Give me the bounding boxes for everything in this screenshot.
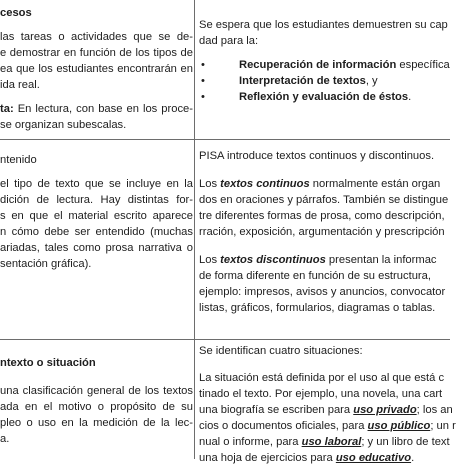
row1-intro: dad para la: [199,35,259,47]
row3-left-cell [0,355,193,447]
row3-line: una hoja de ejercicios para uso educativo. [199,452,415,464]
row3-line: una biografía se escriben para uso privado; los an [199,404,453,416]
row1-note-line2: se organizan subescalas. [0,119,127,131]
row2-p2-line: de forma diferente en función de su estructura, [199,270,431,282]
bullet-dot: • [201,75,205,87]
row1-left-cell [0,5,193,133]
row2-p1-line: Los textos continuos normalmente están organ [199,178,441,190]
row2-left-line: s en que el material escrito aparece [0,210,193,222]
row1-note: ta: En lectura, con base en los proce- [0,103,193,115]
row1-left-line: e demostrar en función de los tipos de [0,47,193,59]
row3-left-line: a. [0,433,10,445]
row1-heading: cesos [0,7,32,19]
bullet-item: • Interpretación de textos, y [201,75,378,87]
row2-p1-line: rración, exposición, argumentación y prescripción [199,226,445,238]
row2-right-cell [199,148,450,316]
row2-left-line: ariadas, tales como prosa narrativa o [0,242,193,254]
row3-intro: Se identifican cuatro situaciones: [199,345,363,357]
row2-p2-line: ejemplo: impresos, avisos y anuncios, convocator [199,286,446,298]
row1-right-cell [199,17,450,105]
row2-left-line: n cómo debe ser entendido (muchas [0,226,193,238]
row1-left-line: las tareas o actividades que se de- [0,31,193,43]
row2-heading: ntenido [0,154,37,166]
row3-left-line: pleo o uso en la medición de la lec- [0,417,193,429]
term-discontinuos: textos discontinuos [220,254,326,266]
row3-line: tinado el texto. Por ejemplo, una novela, una cart [199,388,443,400]
term-uso-privado: uso privado [353,404,417,416]
row1-left-line: ida real. [0,79,40,91]
row1-intro: Se espera que los estudiantes demuestren su cap [199,19,448,31]
row2-p2-line: listas, gráficos, formularios, diagramas o tablas. [199,302,436,314]
row-divider-1 [0,139,450,140]
row3-right-cell [199,343,456,466]
bullet-dot: • [201,59,205,71]
row2-left-cell [0,152,193,272]
row-divider-2 [0,339,450,340]
row2-p2-line: Los textos discontinuos presentan la informac [199,254,437,266]
row3-line: La situación está definida por el uso al que está c [199,372,445,384]
term-uso-publico: uso público [367,420,431,432]
row3-line: nual o informe, para uso laboral; y un libro de text [199,436,450,448]
row3-heading: ntexto o situación [0,357,96,369]
row2-left-line: el tipo de texto que se incluye en la [0,178,193,190]
row3-left-line: una clasificación general de los textos [0,385,193,397]
row2-left-line: dición de lectura. Hay distintas for- [0,194,193,206]
column-divider [194,0,195,459]
term-continuos: textos continuos [220,178,310,190]
bullet-item: • Recuperación de información específica [201,59,450,71]
row1-left-line: ea que los estudiantes encontrarán en [0,63,193,75]
row3-left-line: ada en el motivo o propósito de su [0,401,193,413]
bullet-dot: • [201,91,205,103]
row2-intro: PISA introduce textos continuos y discontinuos. [199,150,435,162]
term-uso-laboral: uso laboral [301,436,362,448]
bullet-item: • Reflexión y evaluación de éstos. [201,91,412,103]
row2-p1-line: tre diferentes formas de prosa, como descripción, [199,210,445,222]
row2-p1-line: dos en oraciones y párrafos. También se distingue [199,194,449,206]
row2-left-line: sentación gráfica). [0,258,92,270]
row3-line: cios o documentos oficiales, para uso público; un r [199,420,456,432]
term-uso-educativo: uso educativo [335,452,412,464]
